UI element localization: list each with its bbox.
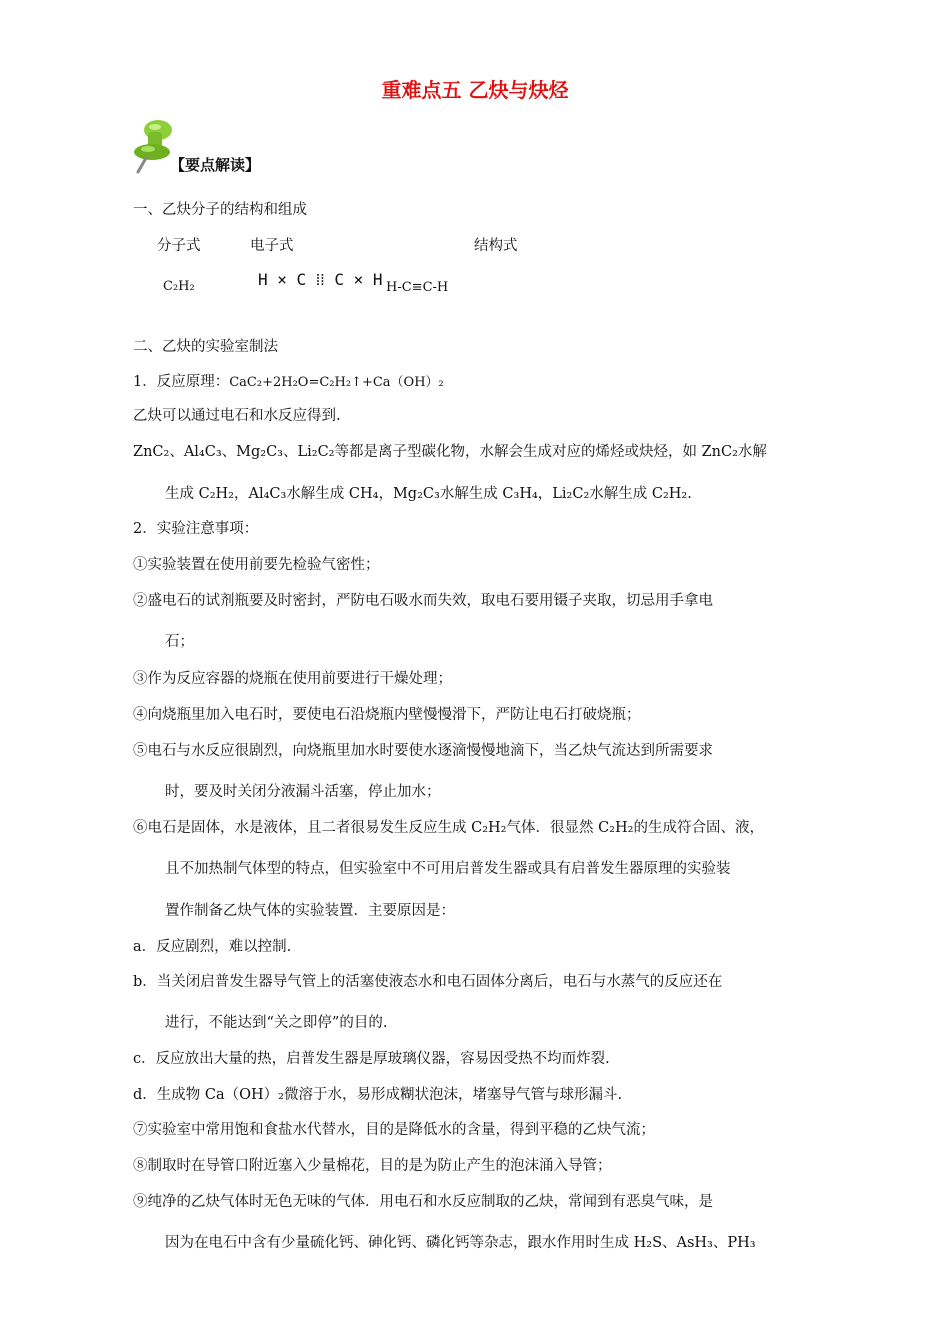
sub-item: 进行，不能达到“关之即停”的目的. <box>165 1015 388 1031</box>
note-item: 置作制备乙炔气体的实验装置．主要原因是： <box>165 903 455 919</box>
molecular-formula: C₂H₂ <box>163 279 195 294</box>
principle-line <box>133 370 444 391</box>
note-item: ①实验装置在使用前要先检验气密性； <box>133 557 380 573</box>
note-item: 时，要及时关闭分液漏斗活塞，停止加水； <box>165 784 441 800</box>
electronic-formula: H × C ⁞⁞ C × H <box>258 270 383 289</box>
part1-heading: 一、乙炔分子的结构和组成 <box>133 202 307 218</box>
sub-item: a．反应剧烈，难以控制. <box>133 939 292 955</box>
notes-label: 2．实验注意事项： <box>133 521 259 537</box>
sub-item: b．当关闭启普发生器导气管上的活塞使液态水和电石固体分离后，电石与水蒸气的反应还在 <box>133 974 723 990</box>
principle-label: 1．反应原理： <box>133 374 230 390</box>
note-item: ②盛电石的试剂瓶要及时密封，严防电石吸水而失效，取电石要用镊子夹取，切忌用手拿电 <box>133 593 713 609</box>
page-title: 重难点五 乙炔与炔烃 <box>381 78 569 102</box>
note-item: ④向烧瓶里加入电石时，要使电石沿烧瓶内壁慢慢滑下，严防让电石打破烧瓶； <box>133 707 641 723</box>
note-item: 石； <box>165 634 194 650</box>
note-item: ⑦实验室中常用饱和食盐水代替水，目的是降低水的含量，得到平稳的乙炔气流； <box>133 1122 655 1138</box>
paragraph-line: ZnC₂、Al₄C₃、Mg₂C₃、Li₂C₂等都是离子型碳化物，水解会生成对应的烯烃或炔烃，如 ZnC₂水解 <box>133 444 767 460</box>
sub-item: c．反应放出大量的热，启普发生器是厚玻璃仪器，容易因受热不均而炸裂. <box>133 1051 610 1067</box>
note-item: ⑨纯净的乙炔气体时无色无味的气体．用电石和水反应制取的乙炔，常闻到有恶臭气味，是 <box>133 1194 713 1210</box>
note-item: 且不加热制气体型的特点，但实验室中不可用启普发生器或具有启普发生器原理的实验装 <box>165 861 731 877</box>
paragraph-line: 乙炔可以通过电石和水反应得到. <box>133 408 341 424</box>
structural-formula: H-C≡C-H <box>386 280 449 295</box>
note-item: 因为在电石中含有少量硫化钙、砷化钙、磷化钙等杂志，跟水作用时生成 H₂S、AsH₃、PH₃ <box>165 1235 756 1251</box>
part2-heading: 二、乙炔的实验室制法 <box>133 339 278 355</box>
col-molecular: 分子式 <box>157 238 201 254</box>
note-item: ⑥电石是固体，水是液体，且二者很易发生反应生成 C₂H₂气体．很显然 C₂H₂的生成符合固、液， <box>133 820 764 836</box>
paragraph-line: 生成 C₂H₂，Al₄C₃水解生成 CH₄，Mg₂C₃水解生成 C₃H₄，Li₂C₂水解生成 C₂H₂. <box>165 486 692 502</box>
sub-item: d．生成物 Ca（OH）₂微溶于水，易形成糊状泡沫，堵塞导气管与球形漏斗. <box>133 1087 623 1103</box>
note-item: ⑧制取时在导管口附近塞入少量棉花，目的是为防止产生的泡沫涌入导管； <box>133 1158 612 1174</box>
col-electronic: 电子式 <box>250 238 294 254</box>
section-heading: 【要点解读】 <box>170 156 261 174</box>
note-item: ③作为反应容器的烧瓶在使用前要进行干燥处理； <box>133 671 452 687</box>
principle-equation: CaC₂+2H₂O=C₂H₂↑+Ca（OH）₂ <box>229 375 444 390</box>
col-structural: 结构式 <box>474 238 518 254</box>
note-item: ⑤电石与水反应很剧烈，向烧瓶里加水时要使水逐滴慢慢地滴下，当乙炔气流达到所需要求 <box>133 743 713 759</box>
